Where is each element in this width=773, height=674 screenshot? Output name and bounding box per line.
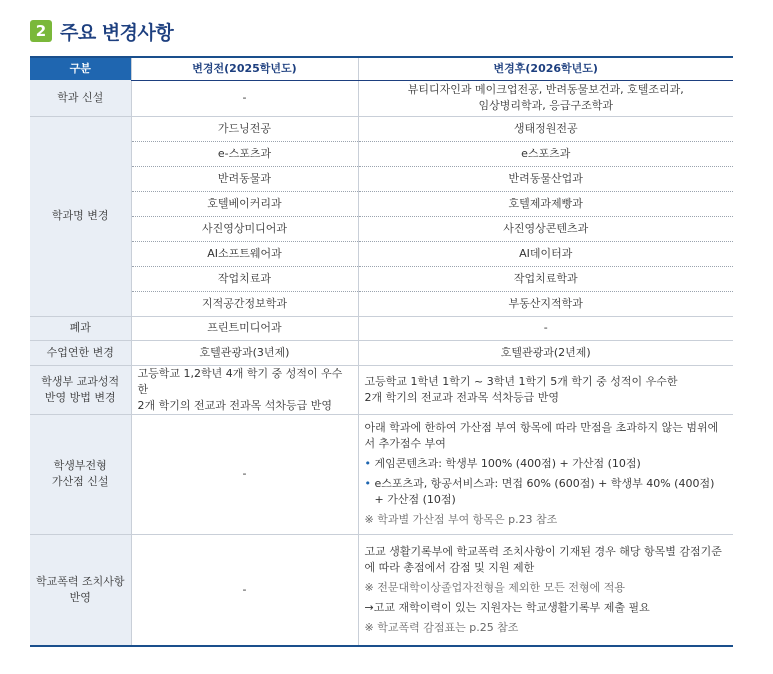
bullet-item [365,476,728,508]
cell-before: e-스포츠과 [131,141,358,166]
cell-before: AI소프트웨어과 [131,241,358,266]
row-category: 수업연한 변경 [30,340,131,365]
violence-note-1: ※ 전문대학이상졸업자전형을 제외한 모든 전형에 적용 [364,580,625,594]
cell-before: 프린트미디어과 [131,316,358,340]
row-category: 폐과 [30,316,131,340]
table-row [30,365,733,414]
cell-before: 호텔베이커리과 [131,191,358,216]
table-row [30,241,733,266]
section-header [30,18,173,44]
cell-before: 사진영상미디어과 [131,216,358,241]
after-line: 임상병리학과, 응급구조학과 [478,99,613,112]
bonus-intro: 아래 학과에 한하여 가산점 부여 항목에 따라 만점을 초과하지 않는 범위에서 추가점수 부여 [364,421,719,450]
bullet-icon: • [364,477,371,490]
header-category: 구분 [30,57,131,80]
table-row [30,141,733,166]
cell-before: - [131,80,358,116]
cell-before [131,365,358,414]
table-header-row [30,57,733,80]
violence-note-3: ※ 학교폭력 감점표는 p.25 참조 [364,620,519,634]
row-category [30,365,131,414]
cell-before: - [131,534,358,646]
table-row [30,216,733,241]
bullet-icon: • [364,457,371,470]
category-line: 반영 [69,590,91,604]
category-line: 학교폭력 조치사항 [36,574,125,588]
bullet-item [365,456,728,472]
row-category: 학과명 변경 [30,116,131,316]
cell-after: 사진영상콘텐츠과 [358,216,733,241]
table-row [30,166,733,191]
row-category [30,414,131,534]
cell-after: 작업치료학과 [358,266,733,291]
category-line: 학생부전형 [53,459,107,472]
cell-before: 반려동물과 [131,166,358,191]
table-row [30,266,733,291]
after-line: 고등학교 1학년 1학기 ~ 3학년 1학기 5개 학기 중 성적이 우수한 [364,374,678,388]
table-row [30,316,733,340]
violence-text: 고교 생활기록부에 학교폭력 조치사항이 기재된 경우 해당 항목별 감점기준에 따라 총점에서 감점 및 지원 제한 [364,544,722,574]
header-after: 변경후(2026학년도) [358,57,733,80]
cell-after [358,365,733,414]
cell-after: AI데이터과 [358,241,733,266]
cell-after: 호텔관광과(2년제) [358,340,733,365]
table-row [30,191,733,216]
cell-after [358,80,733,116]
category-line: 가산점 신설 [51,475,109,488]
bullet-text: e스포츠과, 항공서비스과: 면접 60% (600점) + 학생부 40% (400점) + 가산점 (10점) [374,477,715,506]
bonus-note: ※ 학과별 가산점 부여 항목은 p.23 참조 [364,513,558,526]
cell-after [358,534,733,646]
cell-after: - [358,316,733,340]
cell-after: 호텔제과제빵과 [358,191,733,216]
section-title: 주요 변경사항 [60,21,174,44]
cell-before: 지적공간정보학과 [131,291,358,316]
before-line: 고등학교 1,2학년 4개 학기 중 성적이 우수한 [137,366,343,396]
cell-before: 작업치료과 [131,266,358,291]
row-category: 학과 신설 [30,80,131,116]
header-before: 변경전(2025학년도) [131,57,358,80]
cell-after: e스포츠과 [358,141,733,166]
cell-after: 생태정원전공 [358,116,733,141]
cell-before: 호텔관광과(3년제) [131,340,358,365]
category-line: 학생부 교과성적 [41,374,120,388]
section-number-badge: 2 [30,20,52,42]
cell-after [358,414,733,534]
bullet-text: 게임콘텐츠과: 학생부 100% (400점) + 가산점 (10점) [374,457,641,470]
table-row [30,116,733,141]
after-line: 2개 학기의 전교과 전과목 석차등급 반영 [364,390,559,404]
table-row [30,291,733,316]
category-line: 반영 방법 변경 [44,390,116,404]
cell-after: 반려동물산업과 [358,166,733,191]
cell-before: - [131,414,358,534]
violence-note-2: →고교 재학이력이 있는 지원자는 학교생활기록부 제출 필요 [364,600,650,614]
table-row [30,80,733,116]
cell-after: 부동산지적학과 [358,291,733,316]
table-row [30,340,733,365]
cell-before: 가드닝전공 [131,116,358,141]
changes-table [30,56,733,647]
table-row [30,414,733,534]
after-line: 뷰티디자인과 메이크업전공, 반려동물보건과, 호텔조리과, [407,83,684,96]
row-category [30,534,131,646]
before-line: 2개 학기의 전교과 전과목 석차등급 반영 [137,398,332,412]
table-row [30,534,733,646]
